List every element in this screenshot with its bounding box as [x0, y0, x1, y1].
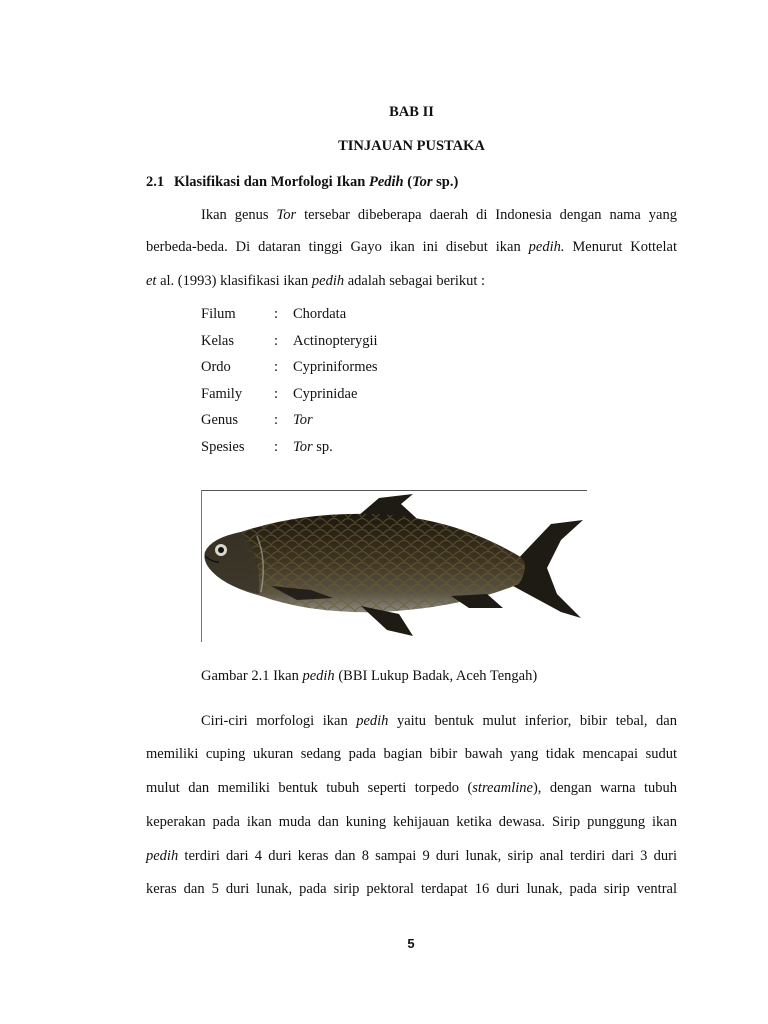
section-title-italic: Pedih — [368, 174, 404, 190]
chapter-heading: BAB II — [389, 104, 434, 120]
figure-caption: Gambar 2.1 Ikan pedih (BBI Lukup Badak, Aceh Tengah) — [201, 668, 538, 684]
photo-border-top — [201, 490, 587, 491]
section-title-text: Klasifikasi dan Morfologi Ikan — [174, 174, 369, 190]
chapter-title: TINJAUAN PUSTAKA — [338, 138, 485, 154]
document-page: BAB II TINJAUAN PUSTAKA 2.1 Klasifikasi dan Morfologi Ikan Pedih (Tor sp.) Ikan genus Tor tersebar dibeberapa daerah di Indonesia dengan nama yang berbeda-beda. Di dataran tinggi Gayo ikan ini disebut ikan pedih. Menurut Kottelat et al. (1993) klasifikasi ikan pedih adalah sebagai berikut : Filum : Chordata Kelas : Actinopterygii Ordo : Cypriniformes Family : Cyprinidae Genus : Tor Spesies : Tor sp. Gambar 2.1 Ikan pedih (BBI Lukup Badak, Aceh Tengah) Ciri-ciri morfologi ikan pedih yaitu bentuk mulut inferior, bibir tebal, dan memiliki cuping ukuran sedang pada bagian bibir bawah yang tidak mencapai sudut mulut dan memiliki bentuk tubuh seperti torpedo (streamline), dengan warna tubuh keperakan pada ikan muda dan kuning kehijauan ketika dewasa. Sirip punggung ikan pedih terdiri dari 4 duri keras dan 8 sampai 9 duri lunak, sirip anal terdiri dari 3 duri keras dan 5 duri lunak, pada sirip pektoral terdapat 16 duri lunak, pada sirip ventral 5 — [146, 104, 677, 951]
para2-line1: Ciri-ciri morfologi ikan pedih yaitu bentuk mulut inferior, bibir tebal, dan — [201, 713, 677, 729]
fish-illustration — [201, 490, 587, 642]
page-number: 5 — [407, 936, 415, 951]
section-title-sp: sp.) — [432, 174, 459, 190]
photo-border-left — [201, 490, 202, 642]
para1-line1: Ikan genus Tor tersebar dibeberapa daerah di Indonesia dengan nama yang — [201, 207, 677, 223]
para2-line3: mulut dan memiliki bentuk tubuh seperti torpedo (streamline), dengan warna tubuh — [146, 780, 677, 796]
para2-line6: keras dan 5 duri lunak, pada sirip pektoral terdapat 16 duri lunak, pada sirip ventral — [146, 881, 677, 897]
para1-line2: berbeda-beda. Di dataran tinggi Gayo ikan ini disebut ikan pedih. Menurut Kottelat — [146, 239, 677, 255]
fish-photo — [201, 490, 587, 642]
section-number: 2.1 — [146, 174, 165, 190]
para1-line3: et al. (1993) klasifikasi ikan pedih adalah sebagai berikut : — [146, 273, 486, 289]
section-title-paren: ( — [403, 174, 413, 190]
section-title-genus: Tor — [412, 174, 433, 190]
para2-line4: keperakan pada ikan muda dan kuning kehijauan ketika dewasa. Sirip punggung ikan — [146, 814, 677, 830]
section-heading — [146, 174, 458, 191]
para2-line2: memiliki cuping ukuran sedang pada bagian bibir bawah yang tidak mencapai sudut — [146, 746, 677, 762]
para2-line5: pedih terdiri dari 4 duri keras dan 8 sampai 9 duri lunak, sirip anal terdiri dari 3 duri — [146, 848, 677, 864]
anal-fin — [451, 594, 503, 608]
